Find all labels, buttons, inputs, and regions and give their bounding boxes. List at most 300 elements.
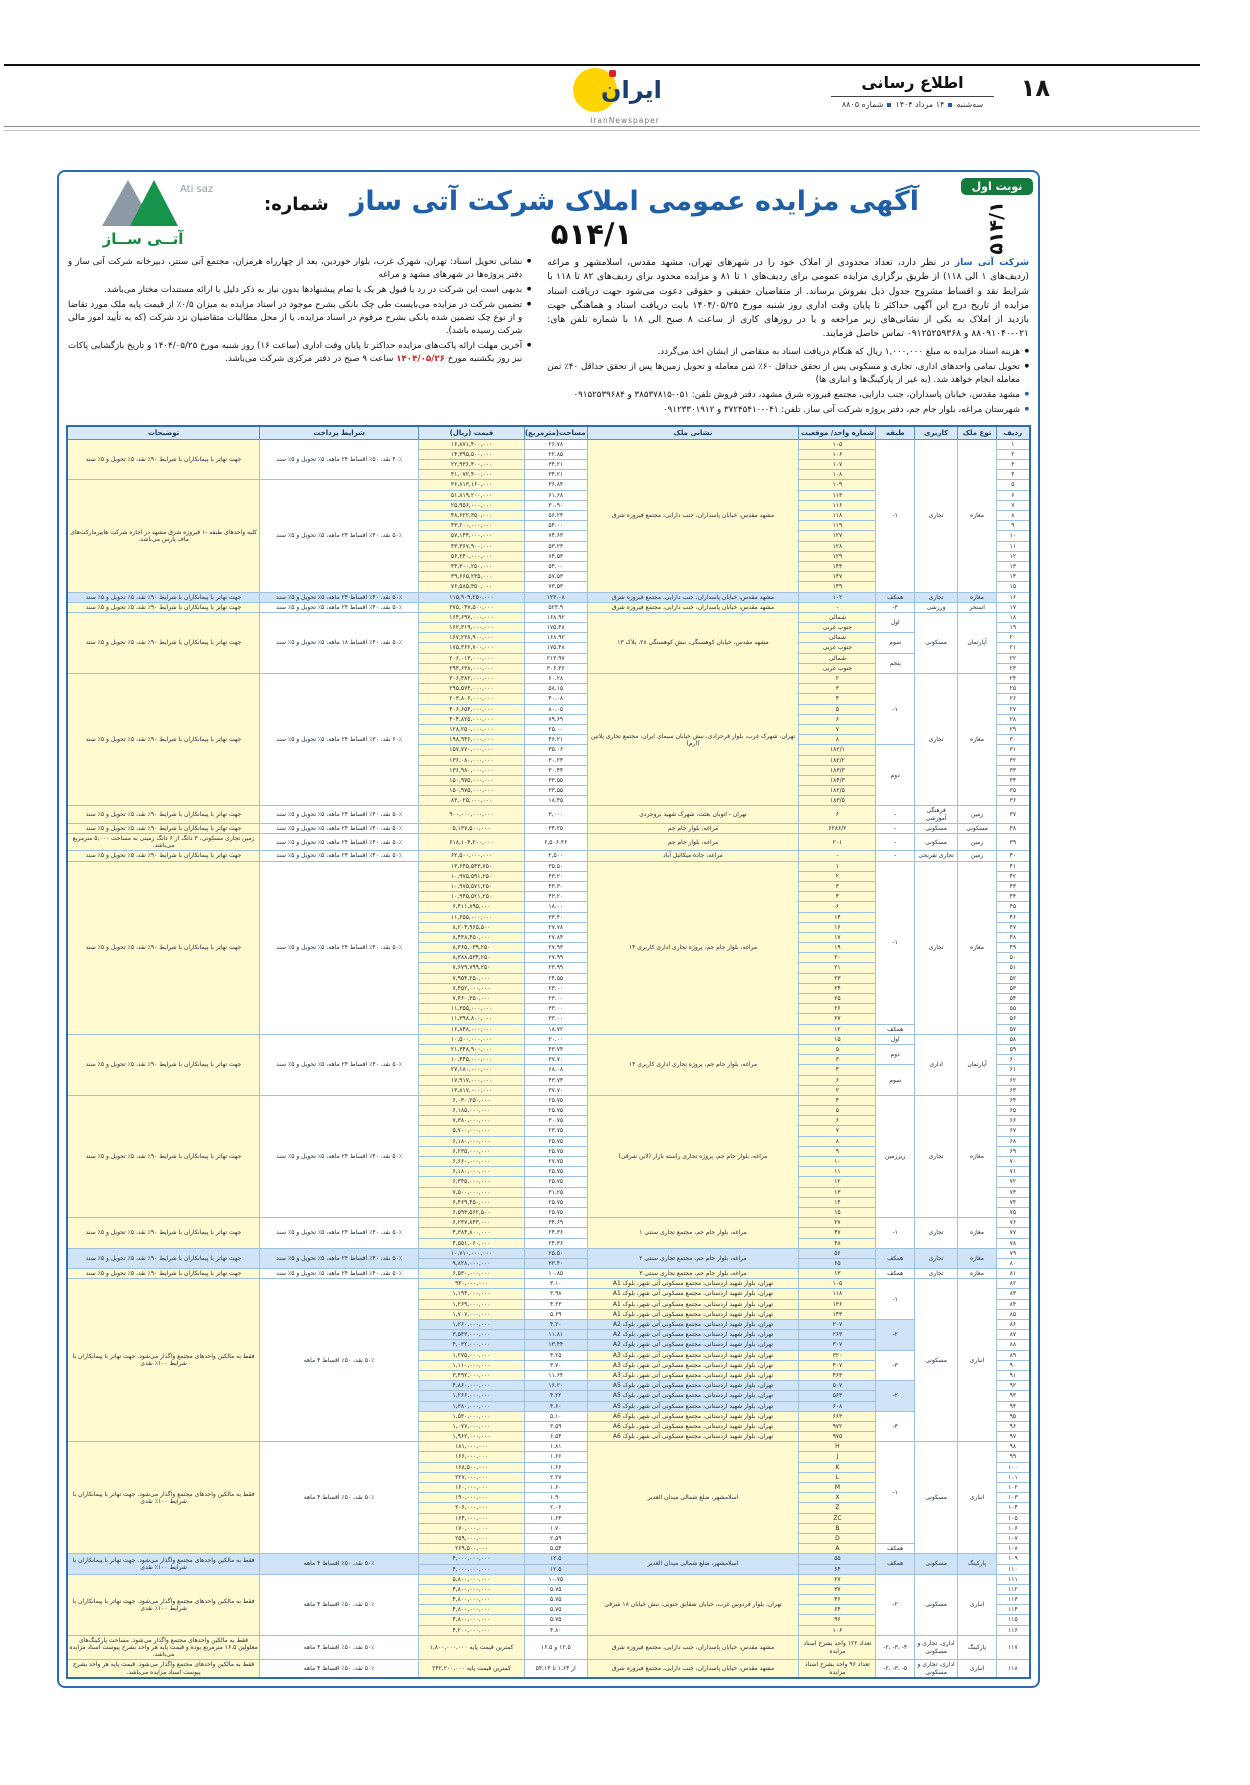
cell-use: مسکونی [914, 1574, 957, 1635]
cell-area: ۴۳.۲۰ [524, 871, 587, 881]
cell-area: ۲۳.۰۰ [524, 983, 587, 993]
cell-unit: تعداد ۱۲۲ واحد بشرح اسناد مزایده [799, 1635, 876, 1660]
cell-no: ۹۹ [996, 1452, 1030, 1462]
cell-no: ۶۵ [996, 1106, 1030, 1116]
cell-note: کلیه واحدهای طبقه -۱ فیروزه شرق مشهد در اجاره شرکت هایپرمارکت‌های ماف پارس می‌باشد. [67, 480, 260, 592]
cell-area: ۵.۱۰ [524, 1411, 587, 1421]
cell-price: ۳۶,۸۱۳,۱۶۰,۰۰۰ [419, 480, 525, 490]
cell-note: جهت تهاتر با پیمانکاران با شرایط ۹۰٪ نقد، ۵٪ تحویل و ۵٪ سند [67, 1034, 260, 1095]
cell-unit: ۱۷ [799, 932, 876, 942]
cell-pay: ۵۰٪ نقد، ۴۰٪ اقساط ۲۴ ماهه، ۵٪ تحویل و ۵٪ سند [260, 1095, 419, 1217]
cell-type: مغازه [958, 1269, 997, 1279]
cell-price: ۴,۰۳۲,۰۰۰,۰۰۰ [419, 1340, 525, 1350]
cell-no: ۷۶ [996, 1218, 1030, 1228]
iran-logo-english: IranNewspaper [590, 116, 660, 125]
table-row [67, 823, 1030, 833]
cell-area: ۳۰.۴۴ [524, 765, 587, 775]
cell-type: مسکونی [958, 823, 997, 833]
cell-no: ۹۶ [996, 1421, 1030, 1431]
cell-unit: ۱۲۸ [799, 541, 876, 551]
cell-addr: مشهد مقدس، خیابان پاسداران، جنب دارایی، مجتمع فیروزه شرق [587, 592, 799, 602]
cell-unit: K [799, 1462, 876, 1472]
cell-area: ۳۳.۵۵ [524, 786, 587, 796]
bullet-item: ● تضمین شرکت در مزایده می‌بایست طی چک بانکی بشرح موجود در اسناد مزایده به میزان ۰/۵٪ از قیمت پایه ملک مورد تقاضا و از نوع چک تضمین شده بانکی بشرح مرقوم در اسناد مزایده، یا از محل مطالبات متقاضیان نزد شرکت (که به تأیید امور مالی شرکت رسیده باشد). [68, 299, 531, 338]
cell-addr: تهران، بلوار شهید اردستانی، مجتمع مسکونی آتی شهر، بلوک A5 [587, 1401, 799, 1411]
cell-floor: -۳ [876, 1411, 915, 1442]
cell-type: مغازه [958, 439, 997, 592]
cell-area: ۲۷.۸۴ [524, 932, 587, 942]
cell-no: ۱۰۴ [996, 1503, 1030, 1513]
iran-logo-wordmark: ایران [601, 76, 662, 104]
cell-type: آپارتمان [958, 1034, 997, 1095]
cell-price: ۶,۱۸۵,۰۰۰,۰۰۰ [419, 1106, 525, 1116]
cell-price: ۸,۳۶۵,۰۳۹,۲۵۰ [419, 943, 525, 953]
table-row [67, 612, 1030, 622]
cell-pay: ۵۰٪ نقد، ۴۰٪ اقساط ۲۴ ماهه، ۵٪ تحویل و ۵٪ سند [260, 861, 419, 1034]
cell-area: ۴.۶۰ [524, 1401, 587, 1411]
cell-area: ۲۵.۷۵ [524, 1197, 587, 1207]
cell-unit: ۱۰۵ [799, 1279, 876, 1289]
cell-no: ۲۷ [996, 704, 1030, 714]
cell-unit: ۷ [799, 724, 876, 734]
cell-price: ۴۱,۰۷۲,۴۰۰,۰۰۰ [419, 470, 525, 480]
cell-addr: مراغه، بلوار جام جم، مجتمع تجاری سنتی ۱ [587, 1218, 799, 1249]
cell-use: اداری [914, 1034, 957, 1095]
cell-addr: اسلامشهر، ضلع شمالی میدان الغدیر [587, 1442, 799, 1554]
cell-floor: -۱ [876, 1279, 915, 1320]
cell-no: ۲۰ [996, 633, 1030, 643]
cell-pay: ۴۰٪ نقد، ۵۰٪ اقساط ۲۴ ماهه، ۵٪ تحویل و ۵٪ سند [260, 439, 419, 480]
cell-area: ۳۵.۰۶ [524, 745, 587, 755]
cell-type: زمین [958, 806, 997, 823]
cell-no: ۵۳ [996, 983, 1030, 993]
cell-area: ۲.۲۷ [524, 1472, 587, 1482]
cell-unit: ۴۶ [799, 1595, 876, 1605]
cell-no: ۸۶ [996, 1320, 1030, 1330]
cell-addr: تهران، بلوار شهید اردستانی، مجتمع مسکونی آتی شهر، بلوک A3 [587, 1350, 799, 1360]
cell-floor: همکف [876, 1554, 915, 1574]
cell-unit: ۳۰۷ [799, 1340, 876, 1350]
cell-price: ۱,۰۷۷,۰۰۰,۰۰۰ [419, 1421, 525, 1431]
cell-addr: تهران، بلوار شهید اردستانی، مجتمع مسکونی آتی شهر، بلوک A2 [587, 1320, 799, 1330]
cell-unit: ۲۷ [799, 1574, 876, 1584]
column-header: مساحت(مترمربع) [524, 426, 587, 440]
cell-unit: شمالی [799, 633, 876, 643]
cell-unit: ۲۷ [799, 1218, 876, 1228]
cell-unit: شمالی [799, 612, 876, 622]
cell-price: ۱,۳۸۰,۰۰۰,۰۰۰ [419, 1401, 525, 1411]
cell-no: ۶۳ [996, 1085, 1030, 1095]
cell-no: ۴۵ [996, 902, 1030, 912]
cell-addr: تهران، بلوار شهید اردستانی، مجتمع مسکونی آتی شهر، بلوک A1 [587, 1299, 799, 1309]
cell-area: ۱۸.۴۵ [524, 796, 587, 806]
cell-no: ۲۸ [996, 714, 1030, 724]
cell-price: ۵۶,۲۴۰,۰۰۰,۰۰۰ [419, 551, 525, 561]
cell-type: پارکینگ [958, 1635, 997, 1660]
cell-floor: دوم [876, 1044, 915, 1064]
cell-unit: ۴۷ [799, 1228, 876, 1238]
cell-area: ۴۳.۳۰ [524, 881, 587, 891]
cell-price: ۲۶۹,۵۰۰,۰۰۰ [419, 1544, 525, 1554]
cell-note: جهت تهاتر با پیمانکاران با شرایط ۹۰٪ نقد، ۵٪ تحویل و ۵٪ سند [67, 1095, 260, 1217]
cell-unit: ۶ [799, 714, 876, 724]
cell-area: ۱۶.۲۰ [524, 1381, 587, 1391]
cell-price: ۶,۵۳۰,۰۰۰,۰۰۰ [419, 1269, 525, 1279]
cell-no: ۹۴ [996, 1401, 1030, 1411]
cell-unit: ۱۰۶ [799, 449, 876, 459]
cell-unit: ۶ [799, 1116, 876, 1126]
cell-no: ۱ [996, 439, 1030, 449]
cell-unit: ۱۴۳ [799, 561, 876, 571]
cell-unit: ۲۶ [799, 1004, 876, 1014]
cell-unit: - [799, 851, 876, 861]
cell-use: تجاری [914, 1269, 957, 1279]
cell-unit: ۵۰۷ [799, 1381, 876, 1391]
date-separator-icon [887, 103, 891, 107]
cell-no: ۲۶ [996, 694, 1030, 704]
cell-area: ۳۴.۲۵ [524, 823, 587, 833]
table-row [67, 592, 1030, 602]
cell-note: جهت تهاتر با پیمانکاران با شرایط ۹۰٪ نقد، ۵٪ تحویل و ۵٪ سند [67, 823, 260, 833]
cell-floor: سوم [876, 633, 915, 653]
cell-floor: -۲ [876, 1320, 915, 1351]
cell-price: ۷,۴۵۲,۰۰۰,۰۰۰ [419, 983, 525, 993]
cell-price: ۷,۳۸۰,۰۰۰,۰۰۰ [419, 1116, 525, 1126]
cell-no: ۶۴ [996, 1095, 1030, 1105]
cell-unit: تعداد ۹۶ واحد بشرح اسناد مزایده [799, 1660, 876, 1678]
cell-addr: مشهد مقدس، خیابان کوهسنگی، نبش کوهسنگی ۲۸، پلاک ۱۳ [587, 612, 799, 673]
cell-note: فقط به مالکین واحدهای مجتمع واگذار می‌شود. مساحت پارکینگ‌های معلولین ۱۶.۵ مترمربع بوده و قیمت پایه هر واحد بشرح پیوست اسناد مزایده می‌باشد. [67, 1635, 260, 1660]
bullet-item: ● مشهد مقدس، خیابان پاسداران، جنب دارایی، مجتمع فیروزه شرق مشهد، دفتر فروش تلفن: ۰۵۱-۳۸۵۳۷۸۱۵ و ۰۹۱۵۲۵۳۹۶۸۴ [547, 389, 1029, 402]
cell-price: ۱۷۰,۰۰۰,۰۰۰ [419, 1523, 525, 1533]
cell-area: ۳۳.۰۰ [524, 1014, 587, 1024]
cell-area: ۲۳.۰۰ [524, 994, 587, 1004]
cell-addr: مشهد مقدس، خیابان پاسداران، جنب دارایی، مجتمع فیروزه شرق [587, 439, 799, 592]
cell-unit: ۱۰۹ [799, 480, 876, 490]
auction-table [66, 425, 1031, 1679]
cell-no: ۳۷ [996, 806, 1030, 823]
cell-area: ۲۷.۷۸ [524, 922, 587, 932]
cell-no: ۱۰۷ [996, 1533, 1030, 1543]
intro-right-bullets [547, 346, 1029, 417]
cell-area: ۲۵.۷۵ [524, 1106, 587, 1116]
cell-area: ۳۴.۲۱ [524, 470, 587, 480]
cell-price: ۱۶۸,۵۰۰,۰۰۰ [419, 1462, 525, 1472]
cell-area: ۲۷.۷۵ [524, 1157, 587, 1167]
cell-area: ۶.۵۴ [524, 1432, 587, 1442]
cell-no: ۶۸ [996, 1136, 1030, 1146]
cell-price: ۲۷۵,۰۴۷,۵۰۰,۰۰۰ [419, 602, 525, 612]
cell-unit: ۲ [799, 674, 876, 684]
cell-no: ۹۵ [996, 1411, 1030, 1421]
cell-floor: -۱ [876, 1218, 915, 1249]
cell-area: ۳۴.۲۱ [524, 460, 587, 470]
cell-note: فقط به مالکین واحدهای مجتمع واگذار می‌شود. جهت تهاتر با پیمانکاران با شرایط ۱۰۰٪ نقدی [67, 1554, 260, 1574]
cell-no: ۱۱ [996, 541, 1030, 551]
cell-use: مسکونی [914, 823, 957, 833]
cell-unit: ۹۷۵ [799, 1432, 876, 1442]
cell-unit: ۱۸۳/۵ [799, 796, 876, 806]
cell-unit: ۴ [799, 1065, 876, 1075]
cell-unit: ۱۲۹ [799, 551, 876, 561]
ad-number: ۵۱۴/۱ [550, 217, 633, 251]
table-row [67, 1442, 1030, 1452]
cell-no: ۱۰۰ [996, 1462, 1030, 1472]
cell-area: ۳۷.۷۰ [524, 1085, 587, 1095]
table-row [67, 1095, 1030, 1105]
intro-paragraph-text: در نظر دارد، تعداد محدودی از املاک خود را در شهرهای تهران، مشهد مقدس، اسلامشهر و مراغه (ردیف‌های ۱ الی ۱۱۸) از طریق برگزاری مزایده عمومی برای ردیف‌های ۱ تا ۸۱ و مزایده محدود برای ردیف‌های ۸۲ تا ۱۱۸ با شرایط نقد و اقساط مشروح جدول ذیل بفروش برساند. از متقاضیان حقیقی و حقوقی دعوت می‌شود جهت دریافت اسناد مزایده از تاریخ درج این آگهی حداکثر تا پایان وقت اداری روز شنبه مورخ ۱۴۰۴/۰۵/۲۵ بابت دریافت اسناد و هماهنگی جهت بازدید از املاک به یکی از نشانی‌های زیر مراجعه و یا در روزهای کاری از ساعت ۸ صبح الی ۱۸ با شماره تلفن های: ۰۲۱-۸۸۰۹۱۰۴۰ و ۰۹۱۲۵۲۵۹۳۶۸ تماس حاصل فرمایند. [547, 257, 1030, 340]
cell-unit: ۱۲ [799, 1177, 876, 1187]
column-header: ردیف [996, 426, 1030, 440]
cell-area: ۴۰.۰۸ [524, 694, 587, 704]
cell-no: ۴۰ [996, 851, 1030, 861]
table-row [67, 602, 1030, 612]
cell-no: ۱۰ [996, 531, 1030, 541]
cell-no: ۸۳ [996, 1289, 1030, 1299]
cell-floor: همکف [876, 1024, 915, 1034]
cell-unit: ۲۳ [799, 973, 876, 983]
cell-unit: ۴ [799, 694, 876, 704]
company-name: شرکت آتی ساز [954, 257, 1029, 268]
cell-unit: ۴ [799, 1095, 876, 1105]
cell-area: ۴۳.۷۴ [524, 1075, 587, 1085]
cell-area: ۳۱.۲۵ [524, 1187, 587, 1197]
cell-unit: ۴ [799, 892, 876, 902]
cell-area: ۲۷.۹۳ [524, 943, 587, 953]
cell-price: ۴,۵۵۱,۰۶۰,۰۰۰ [419, 1238, 525, 1248]
cell-no: ۷۹ [996, 1248, 1030, 1258]
cell-addr: مراغه، بلوار جام جم [587, 823, 799, 833]
cell-area: ۱۶۸.۹۲ [524, 612, 587, 622]
bullet-item: ● هزینه اسناد مزایده به مبلغ ۱,۰۰۰,۰۰۰ ریال که هنگام دریافت اسناد به متقاضی از ایشان اخذ می‌گردد. [547, 346, 1029, 359]
cell-unit: ۶ [799, 902, 876, 912]
cell-no: ۸۰ [996, 1258, 1030, 1268]
cell-floor: -۱ [876, 439, 915, 592]
cell-floor: -۱ [876, 674, 915, 745]
cell-addr: تهران، بلوار شهید اردستانی، مجتمع مسکونی آتی شهر، بلوک A5 [587, 1391, 799, 1401]
cell-unit: ۵۶۳ [799, 1391, 876, 1401]
table-row [67, 1574, 1030, 1584]
cell-no: ۹۷ [996, 1432, 1030, 1442]
bullet-item: ● بدیهی است این شرکت در رد یا قبول هر یک یا تمام پیشنهادها بدون نیاز به ذکر دلیل با ارائه مستندات مختار می‌باشد. [68, 284, 531, 297]
cell-unit: M [799, 1483, 876, 1493]
cell-addr: مشهد مقدس، خیابان پاسداران، جنب دارایی، مجتمع فیروزه شرق [587, 602, 799, 612]
column-header: طبقه [876, 426, 915, 440]
cell-no: ۲۴ [996, 674, 1030, 684]
cell-price: ۱۶,۸۴۸,۰۰۰,۰۰۰ [419, 1024, 525, 1034]
cell-type: آپارتمان [958, 612, 997, 673]
cell-area: ۱۶۸.۹۲ [524, 633, 587, 643]
cell-price: ۹۳۰,۰۰۰,۰۰۰ [419, 1279, 525, 1289]
cell-pay: ۵۰٪ نقد، ۴۰٪ اقساط ۲۴ ماهه، ۵٪ تحویل و ۵٪ سند [260, 806, 419, 823]
cell-area: ۳.۷۰ [524, 1360, 587, 1370]
cell-price: ۴۸,۶۲۲,۳۵۰,۰۰۰ [419, 511, 525, 521]
cell-unit: ۸ [799, 1136, 876, 1146]
cell-unit: ۱۰۲ [799, 592, 876, 602]
cell-unit: ۱۴۹ [799, 582, 876, 592]
cell-type: انباری [958, 1660, 997, 1678]
cell-addr: مراغه، بلوار جام جم، پروژه تجاری راسته بازار (لاین شرقی) [587, 1095, 799, 1217]
section-title: اطلاع رسانی [861, 73, 964, 92]
cell-unit: - [799, 602, 876, 612]
intro-terms-column [68, 256, 531, 419]
cell-unit: ۱۴۳ [799, 1309, 876, 1319]
cell-area: ۱.۶۴ [524, 1513, 587, 1523]
cell-price: ۷۶,۵۸۵,۳۵۰,۰۰۰ [419, 582, 525, 592]
cell-area: ۳۰.۹۰ [524, 500, 587, 510]
cell-no: ۵۰ [996, 953, 1030, 963]
cell-no: ۱۹ [996, 623, 1030, 633]
cell-area: ۲۱۳.۹۷ [524, 653, 587, 663]
cell-use: مسکونی [914, 834, 957, 851]
cell-area: ۲۳.۴۰ [524, 1258, 587, 1268]
cell-no: ۱۱۸ [996, 1660, 1030, 1678]
table-row [67, 1635, 1030, 1660]
cell-price: ۱,۱۱۰,۰۰۰,۰۰۰ [419, 1360, 525, 1370]
cell-no: ۷۲ [996, 1177, 1030, 1187]
cell-pay: ۶۰٪ نقد، ۳۰٪ اقساط ۲۴ ماهه، ۵٪ تحویل و ۵٪ سند [260, 674, 419, 806]
cell-no: ۱۰۸ [996, 1544, 1030, 1554]
cell-area: ۴۶.۲۱ [524, 735, 587, 745]
column-header: توضیحات [67, 426, 260, 440]
cell-no: ۱۱۰ [996, 1564, 1030, 1574]
cell-price: ۱۳,۸۱۷,۰۰۰,۰۰۰ [419, 1085, 525, 1095]
cell-addr: مراغه، بلوار جام جم، پروژه تجاری اداری کاربری ۱۴ [587, 861, 799, 1034]
cell-floor: همکف [876, 1544, 915, 1554]
cell-type: انباری [958, 1442, 997, 1554]
cell-price: ۳,۵۴۳,۰۰۰,۰۰۰ [419, 1330, 525, 1340]
cell-area: ۱۲.۵ [524, 1554, 587, 1564]
cell-unit: ۲۰ [799, 953, 876, 963]
section-block [825, 73, 1000, 109]
cell-unit: ۶۵ [799, 1258, 876, 1268]
cell-type: انباری [958, 1574, 997, 1635]
cell-no: ۸۵ [996, 1309, 1030, 1319]
cell-unit: ۶۲۸۶/۲ [799, 823, 876, 833]
cell-unit: Z [799, 1503, 876, 1513]
cell-unit: ۱۰ [799, 1157, 876, 1167]
cell-area: ۷۴.۵۳ [524, 551, 587, 561]
cell-price: کمترین قیمت پایه ۲۴۲,۲۰۰,۰۰۰ [419, 1660, 525, 1678]
cell-no: ۱۰۲ [996, 1483, 1030, 1493]
cell-no: ۸۸ [996, 1340, 1030, 1350]
cell-price: ۵,۱۳۷,۵۰۰,۰۰۰ [419, 823, 525, 833]
cell-price: ۸۳,۰۲۵,۰۰۰,۰۰۰ [419, 796, 525, 806]
cell-price: ۹,۸۲۸,۰۰۰,۰۰۰ [419, 1258, 525, 1268]
cell-area: ۴۳.۷۴ [524, 1044, 587, 1054]
cell-unit: ۱۰۸ [799, 470, 876, 480]
cell-no: ۲۲ [996, 653, 1030, 663]
cell-price: ۱۵۰,۹۷۵,۰۰۰,۰۰۰ [419, 775, 525, 785]
cell-area: ۵۴.۰۰ [524, 521, 587, 531]
cell-unit: ۲۶۳ [799, 1330, 876, 1340]
cell-price: ۷,۵۰۰,۰۰۰,۰۰۰ [419, 1187, 525, 1197]
cell-price: ۵,۷۰۰,۰۰۰,۰۰۰ [419, 1126, 525, 1136]
cell-unit: ۱۴ [799, 912, 876, 922]
cell-price: ۱۶۲,۳۱۹,۰۰۰,۰۰۰ [419, 623, 525, 633]
cell-price: ۶,۲۳۵,۰۰۰,۰۰۰ [419, 1146, 525, 1156]
cell-area: ۱.۶۰ [524, 1483, 587, 1493]
cell-price: ۱۵۷,۷۷۰,۰۰۰,۰۰۰ [419, 745, 525, 755]
cell-no: ۳۱ [996, 745, 1030, 755]
cell-note: زمین تجاری مسکونی، ۳ دانگ از ۶ دانگ زمینی به مساحت ۵,۰۰۰ مترمربع می‌باشد. [67, 834, 260, 851]
cell-price: ۱۲۸,۲۵۰,۰۰۰,۰۰۰ [419, 724, 525, 734]
cell-area: ۲.۵۹ [524, 1533, 587, 1543]
cell-price: ۱۰,۷۱۰,۰۰۰,۰۰۰ [419, 1248, 525, 1258]
cell-area: ۱۲.۵ و ۱۶.۵ [524, 1635, 587, 1660]
cell-unit: ۳ [799, 684, 876, 694]
cell-unit: ۴۸ [799, 1238, 876, 1248]
cell-unit: ۷ [799, 1126, 876, 1136]
cell-no: ۷۸ [996, 1238, 1030, 1248]
cell-no: ۴۴ [996, 892, 1030, 902]
table-header-row [67, 426, 1030, 440]
cell-use: اداری، تجاری و مسکونی [914, 1660, 957, 1678]
cell-no: ۱۶ [996, 592, 1030, 602]
cell-note: جهت تهاتر با پیمانکاران با شرایط ۹۰٪ نقد، ۵٪ تحویل و ۵٪ سند [67, 861, 260, 1034]
table-row [67, 1248, 1030, 1258]
cell-addr: تهران، بلوار شهید اردستانی، مجتمع مسکونی آتی شهر، بلوک A3 [587, 1370, 799, 1380]
table-row [67, 1279, 1030, 1289]
cell-area: ۳۳.۵۵ [524, 775, 587, 785]
cell-no: ۱۱۴ [996, 1605, 1030, 1615]
cell-price: ۱۶۴,۰۰۰,۰۰۰ [419, 1513, 525, 1523]
cell-use: تجاری [914, 1095, 957, 1217]
cell-price: ۱۳۶,۹۸۰,۰۰۰,۰۰۰ [419, 765, 525, 775]
cell-pay: ۵۰٪ نقد، ۴۰٪ اقساط ۲۴ ماهه، ۵٪ تحویل و ۵٪ سند [260, 834, 419, 851]
cell-area: ۵۶.۲۴ [524, 511, 587, 521]
round-badge: نوبت اول [961, 178, 1034, 195]
cell-no: ۵۶ [996, 1014, 1030, 1024]
cell-no: ۴۹ [996, 943, 1030, 953]
cell-addr: تهران، بلوار شهید اردستانی، مجتمع مسکونی آتی شهر، بلوک A6 [587, 1421, 799, 1431]
bullet-item: ● آخرین مهلت ارائه پاکت‌های مزایده حداکثر تا پایان وقت اداری (ساعت ۱۶) روز شنبه مورخ ۱۴۰۴/۰۵/۲۵ و تاریخ بازگشایی پاکات نیز روز یکشنبه مورخ ۱۴۰۴/۰۵/۲۶ ساعت ۹ صبح در دفتر مرکزی شرکت می‌باشد. [68, 340, 531, 366]
page-number: ۱۸ [1020, 74, 1050, 102]
cell-area: ۱.۶۶ [524, 1462, 587, 1472]
cell-no: ۵۹ [996, 1044, 1030, 1054]
cell-price: ۱۰,۹۷۵,۵۷۱,۲۵۰ [419, 881, 525, 891]
cell-area: ۵۸.۱۵ [524, 684, 587, 694]
cell-area: ۱.۷۰ [524, 1523, 587, 1533]
cell-note: فقط به مالکین واحدهای مجتمع واگذار می‌شود. جهت تهاتر با پیمانکاران با شرایط ۱۰۰٪ نقدی [67, 1279, 260, 1442]
intro-left-bullets [68, 256, 531, 366]
cell-use: تجاری تفریحی [914, 851, 957, 861]
cell-floor: اول [876, 1034, 915, 1044]
cell-price: ۸,۴۴۸,۴۵۰,۰۰۰ [419, 932, 525, 942]
cell-unit: ۱۹ [799, 943, 876, 953]
cell-area: ۲۵.۰۰ [524, 724, 587, 734]
cell-unit: J [799, 1452, 876, 1462]
cell-no: ۱۰۶ [996, 1523, 1030, 1533]
cell-unit: ۱۰۵ [799, 439, 876, 449]
ad-number-vertical: ۵۱۴/۱ [986, 201, 1009, 255]
cell-unit: ۴۰۷ [799, 1360, 876, 1370]
cell-area: ۲۵.۵۰ [524, 1248, 587, 1258]
cell-unit: ۹۶ [799, 1615, 876, 1625]
cell-price: ۳۹,۶۶۵,۲۳۵,۰۰۰ [419, 572, 525, 582]
cell-price: کمترین قیمت پایه ۱,۸۰۰,۰۰۰,۰۰۰ [419, 1635, 525, 1660]
cell-no: ۸۹ [996, 1350, 1030, 1360]
cell-unit: ۱۳ [799, 1187, 876, 1197]
cell-no: ۵۷ [996, 1024, 1030, 1034]
cell-addr: تهران، بلوار شهید اردستانی، مجتمع مسکونی آتی شهر، بلوک A6 [587, 1432, 799, 1442]
cell-no: ۱۱۲ [996, 1584, 1030, 1594]
cell-price: ۶,۴۱۱,۸۹۵,۰۰۰ [419, 902, 525, 912]
cell-price: ۶,۲۳۷,۸۴۳,۰۰۰ [419, 1218, 525, 1228]
cell-area: ۱۰.۸۵ [524, 1269, 587, 1279]
cell-price: ۱,۲۶۶,۰۰۰,۰۰۰ [419, 1391, 525, 1401]
cell-no: ۱۱۵ [996, 1615, 1030, 1625]
